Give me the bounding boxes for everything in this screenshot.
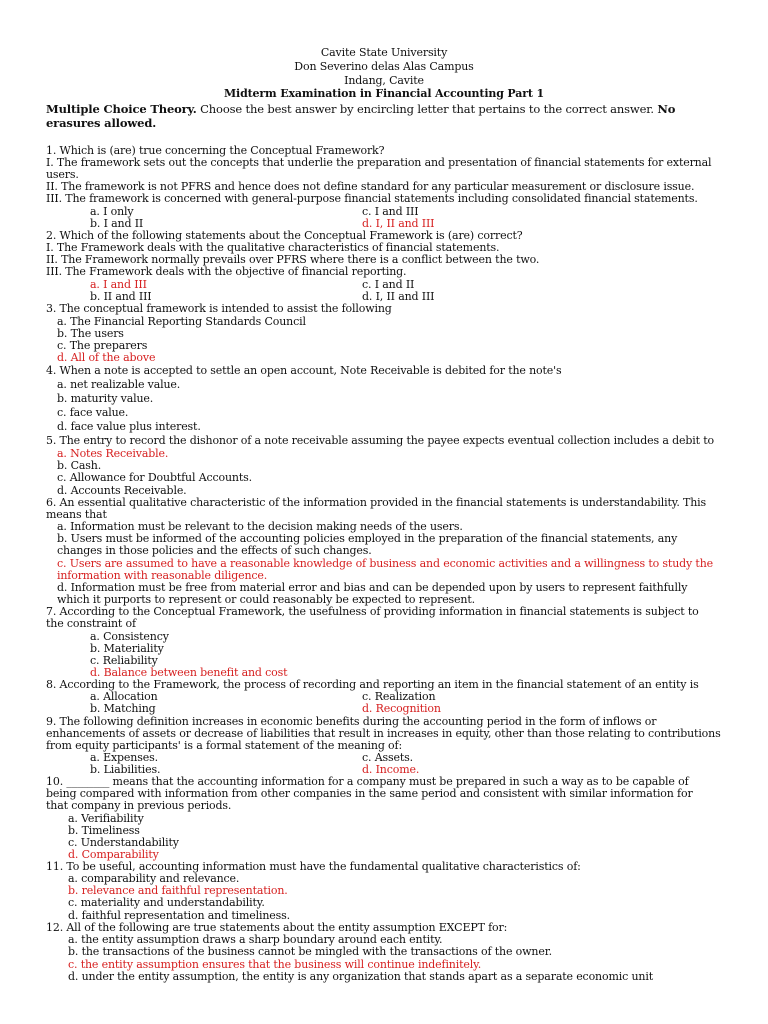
question-2-option-a-answer: a. I and III (90, 278, 147, 291)
question-11-option-a: a. comparability and relevance. (68, 872, 240, 885)
question-9-option-d-answer: d. Income. (362, 763, 420, 776)
question-3-option-b: b. The users (57, 327, 124, 340)
question-7-option-c: c. Reliability (90, 654, 158, 667)
question-5: 5. The entry to record the dishonor of a note receivable assuming the payee expects eventual collection includes a debit to (46, 434, 714, 447)
question-12-option-c-answer: c. the entity assumption ensures that the business will continue indefinitely. (68, 958, 482, 971)
university-name: Cavite State University (320, 46, 448, 59)
question-2: 2. Which of the following statements about the Conceptual Framework is (are) correct? (46, 229, 523, 242)
campus-location: Indang, Cavite (344, 74, 424, 87)
campus-name: Don Severino delas Alas Campus (294, 60, 474, 73)
question-4: 4. When a note is accepted to settle an open account, Note Receivable is debited for the note's (46, 364, 562, 377)
question-3-option-d-answer: d. All of the above (57, 351, 156, 364)
question-6-option-b: b. Users must be informed of the accounting policies employed in the preparation of the financial statements, any (57, 532, 678, 545)
question-8-option-d-answer: d. Recognition (362, 702, 441, 715)
instructions-lead: Multiple Choice Theory. (46, 102, 197, 116)
question-9-cont: from equity participants' is a formal statement of the meaning of: (46, 739, 403, 752)
question-2-option-b: b. II and III (90, 290, 152, 303)
question-5-option-b: b. Cash. (57, 459, 102, 472)
question-6-option-b-cont: changes in those policies and the effects of such changes. (57, 544, 372, 557)
question-10-cont: that company in previous periods. (46, 799, 232, 812)
question-12-option-d: d. under the entity assumption, the entity is any organization that stands apart as a separate economic unit (68, 970, 653, 983)
question-10-option-c: c. Understandability (68, 836, 179, 849)
question-11-option-d: d. faithful representation and timeliness. (68, 909, 290, 922)
question-2-option-c: c. I and II (362, 278, 415, 291)
question-4-option-c: c. face value. (57, 406, 129, 419)
question-3-option-c: c. The preparers (57, 339, 148, 352)
question-6-cont: means that (46, 508, 107, 521)
question-10-cont: being compared with information from other companies in the same period and consistent with similar information for (46, 787, 693, 800)
question-9-option-c: c. Assets. (362, 751, 413, 764)
question-5-option-a-answer: a. Notes Receivable. (57, 447, 169, 460)
question-1-option-b: b. I and II (90, 217, 144, 230)
instructions-text: Choose the best answer by encircling letter that pertains to the correct answer. (196, 102, 658, 116)
question-1-statement: III. The framework is concerned with general-purpose financial statements including consolidated financial statements. (46, 192, 698, 205)
question-12-option-b: b. the transactions of the business cannot be mingled with the transactions of the owner. (68, 945, 552, 958)
question-10: 10. ________ means that the accounting information for a company must be prepared in such a way as to be capable of (46, 775, 689, 788)
question-7-option-d-answer: d. Balance between benefit and cost (90, 666, 288, 679)
question-11-option-c: c. materiality and understandability. (68, 896, 265, 909)
question-7-cont: the constraint of (46, 617, 136, 630)
question-1-option-c: c. I and III (362, 205, 419, 218)
question-4-option-b: b. maturity value. (57, 392, 154, 405)
question-10-option-b: b. Timeliness (68, 824, 140, 837)
question-8: 8. According to the Framework, the process of recording and reporting an item in the financial statement of an entity is (46, 678, 699, 691)
question-1: 1. Which is (are) true concerning the Conceptual Framework? (46, 144, 385, 157)
question-1-option-d-answer: d. I, II and III (362, 217, 435, 230)
question-12: 12. All of the following are true statements about the entity assumption EXCEPT for: (46, 921, 508, 934)
question-8-option-c: c. Realization (362, 690, 436, 703)
question-7-option-b: b. Materiality (90, 642, 164, 655)
question-9-cont: enhancements of assets or decrease of liabilities that result in increases in equity, other than those relating to contributions (46, 727, 721, 740)
question-9-option-a: a. Expenses. (90, 751, 158, 764)
exam-title: Midterm Examination in Financial Accounting Part 1 (224, 87, 544, 100)
question-6-option-d-cont: which it purports to represent or could reasonably be expected to represent. (57, 593, 475, 606)
question-9: 9. The following definition increases in economic benefits during the accounting period in the form of inflows or (46, 715, 657, 728)
question-3-option-a: a. The Financial Reporting Standards Council (57, 315, 306, 328)
question-7-option-a: a. Consistency (90, 630, 169, 643)
question-9-option-b: b. Liabilities. (90, 763, 161, 776)
question-8-option-a: a. Allocation (90, 690, 158, 703)
question-5-option-d: d. Accounts Receivable. (57, 484, 187, 497)
question-12-option-a: a. the entity assumption draws a sharp boundary around each entity. (68, 933, 443, 946)
question-5-option-c: c. Allowance for Doubtful Accounts. (57, 471, 252, 484)
question-2-statement: II. The Framework normally prevails over PFRS where there is a conflict between the two. (46, 253, 540, 266)
instructions (46, 102, 726, 130)
question-3: 3. The conceptual framework is intended to assist the following (46, 302, 392, 315)
question-4-option-a: a. net realizable value. (57, 378, 181, 391)
question-2-statement: I. The Framework deals with the qualitative characteristics of financial statements. (46, 241, 500, 254)
question-11: 11. To be useful, accounting information must have the fundamental qualitative characteristics of: (46, 860, 581, 873)
question-6-option-d: d. Information must be free from material error and bias and can be depended upon by users to represent faithfully (57, 581, 688, 594)
question-6: 6. An essential qualitative characteristic of the information provided in the financial statements is understandability. This (46, 496, 707, 509)
question-1-statement: II. The framework is not PFRS and hence does not define standard for any particular measurement or disclosure issue. (46, 180, 695, 193)
question-10-option-d-answer: d. Comparability (68, 848, 159, 861)
question-4-option-d: d. face value plus interest. (57, 420, 201, 433)
question-10-option-a: a. Verifiability (68, 812, 144, 825)
question-7: 7. According to the Conceptual Framework, the usefulness of providing information in financial statements is subject to (46, 605, 699, 618)
question-6-option-c-answer: c. Users are assumed to have a reasonable knowledge of business and economic activities and a willingness to study the (57, 557, 713, 570)
instructions-warning: No erasures allowed. (46, 102, 676, 130)
question-6-option-c-answer-cont: information with reasonable diligence. (57, 569, 268, 582)
question-1-statement: I. The framework sets out the concepts that underlie the preparation and presentation of financial statements for external (46, 156, 712, 169)
question-1-statement: users. (46, 168, 79, 181)
question-11-option-b-answer: b. relevance and faithful representation. (68, 884, 288, 897)
question-6-option-a: a. Information must be relevant to the decision making needs of the users. (57, 520, 463, 533)
question-8-option-b: b. Matching (90, 702, 156, 715)
question-1-option-a: a. I only (90, 205, 134, 218)
question-2-option-d: d. I, II and III (362, 290, 435, 303)
question-2-statement: III. The Framework deals with the objective of financial reporting. (46, 265, 407, 278)
